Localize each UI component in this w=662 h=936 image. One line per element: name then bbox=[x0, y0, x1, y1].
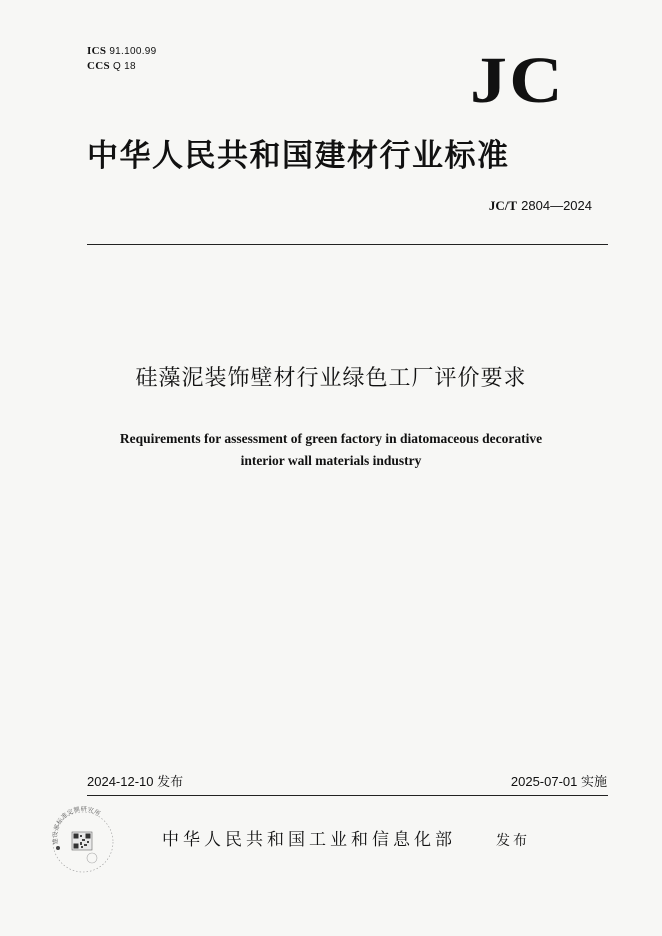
top-divider bbox=[87, 244, 608, 245]
qr-code-icon bbox=[72, 832, 92, 850]
seal-text: 建设部标准定额研究所 bbox=[51, 806, 102, 845]
implementation-date: 2025-07-01 实施 bbox=[510, 774, 607, 789]
document-title-cn: 硅藻泥装饰壁材行业绿色工厂评价要求 bbox=[135, 366, 527, 391]
ccs-label: CCS bbox=[87, 60, 110, 72]
issuing-authority: 中华人民共和国工业和信息化部 bbox=[162, 830, 456, 850]
standard-category-title: 中华人民共和国建材行业标准 bbox=[87, 138, 510, 174]
issue-verb: 发布 bbox=[496, 833, 530, 849]
ics-label: ICS bbox=[87, 45, 107, 57]
classification-codes bbox=[87, 44, 157, 74]
document-title-en-line2: interior wall materials industry bbox=[240, 453, 422, 468]
standard-number-value: 2804—2024 bbox=[521, 198, 592, 213]
bottom-divider bbox=[87, 795, 608, 796]
ics-line bbox=[87, 44, 157, 59]
ccs-value: Q 18 bbox=[112, 61, 136, 72]
standard-number bbox=[489, 198, 592, 215]
document-title-en bbox=[0, 428, 662, 472]
jc-logo: JC bbox=[470, 44, 565, 117]
document-title-en-line1: Requirements for assessment of green factory in diatomaceous decorative bbox=[119, 431, 543, 446]
official-seal-stamp bbox=[48, 806, 118, 876]
ccs-line bbox=[87, 59, 157, 74]
ics-value: 91.100.99 bbox=[109, 46, 157, 57]
issue-date: 2024-12-10 发布 bbox=[87, 774, 184, 789]
standard-number-prefix: JC/T bbox=[488, 198, 518, 213]
